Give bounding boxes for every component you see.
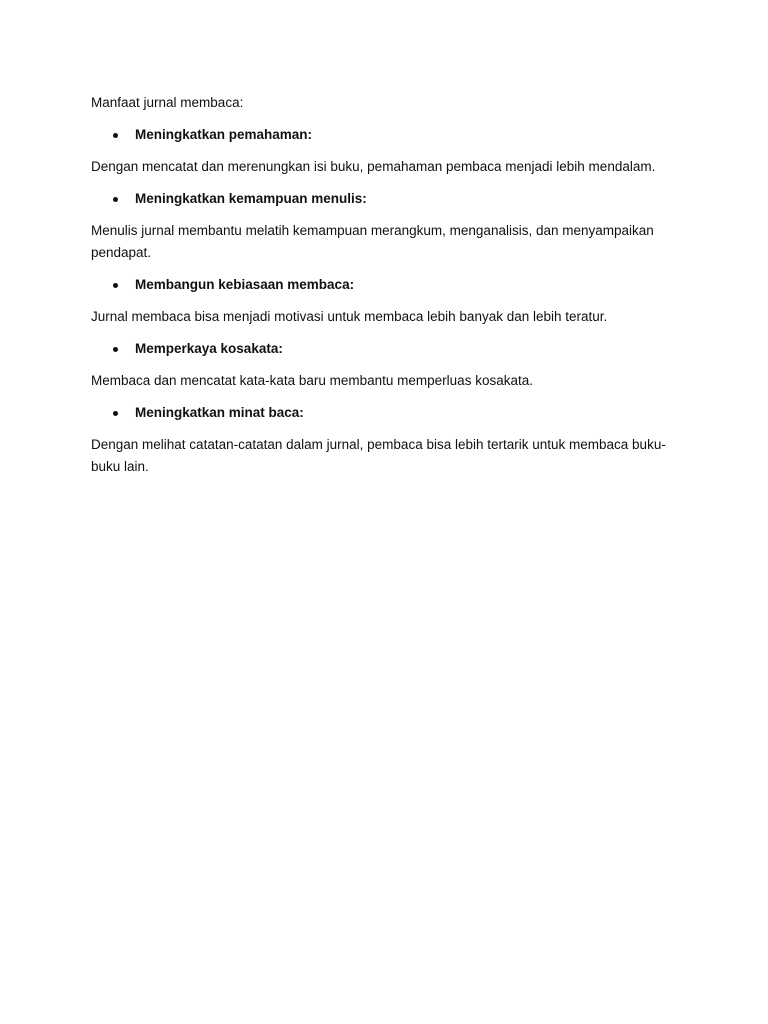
benefit-description: Menulis jurnal membantu melatih kemampuan merangkum, menganalisis, dan menyampaikan pendapat. xyxy=(91,223,654,260)
intro-text: Manfaat jurnal membaca: xyxy=(91,95,244,110)
benefit-description: Jurnal membaca bisa menjadi motivasi untuk membaca lebih banyak dan lebih teratur. xyxy=(91,309,608,324)
benefit-heading xyxy=(91,338,681,360)
benefit-section xyxy=(91,274,681,328)
benefit-heading xyxy=(91,274,681,296)
benefit-description: Membaca dan mencatat kata-kata baru membantu memperluas kosakata. xyxy=(91,373,533,388)
benefit-heading-text: Meningkatkan pemahaman: xyxy=(135,127,313,142)
benefit-heading-text: Meningkatkan kemampuan menulis: xyxy=(135,191,367,206)
benefit-heading-text: Meningkatkan minat baca: xyxy=(135,405,304,420)
bullet-icon xyxy=(113,411,118,416)
bullet-icon xyxy=(113,283,118,288)
benefit-heading xyxy=(91,402,681,424)
benefit-heading xyxy=(91,188,681,210)
bullet-icon xyxy=(113,197,118,202)
benefit-section xyxy=(91,402,681,478)
benefit-description: Dengan mencatat dan merenungkan isi buku, pemahaman pembaca menjadi lebih mendalam. xyxy=(91,159,656,174)
benefit-section xyxy=(91,188,681,264)
benefit-heading xyxy=(91,124,681,146)
benefit-section xyxy=(91,124,681,178)
benefit-section xyxy=(91,338,681,392)
bullet-icon xyxy=(113,347,118,352)
benefit-description: Dengan melihat catatan-catatan dalam jurnal, pembaca bisa lebih tertarik untuk membaca buku-buku lain. xyxy=(91,437,666,474)
bullet-icon xyxy=(113,133,118,138)
benefit-heading-text: Memperkaya kosakata: xyxy=(135,341,283,356)
benefit-heading-text: Membangun kebiasaan membaca: xyxy=(135,277,355,292)
document-body xyxy=(91,92,681,488)
